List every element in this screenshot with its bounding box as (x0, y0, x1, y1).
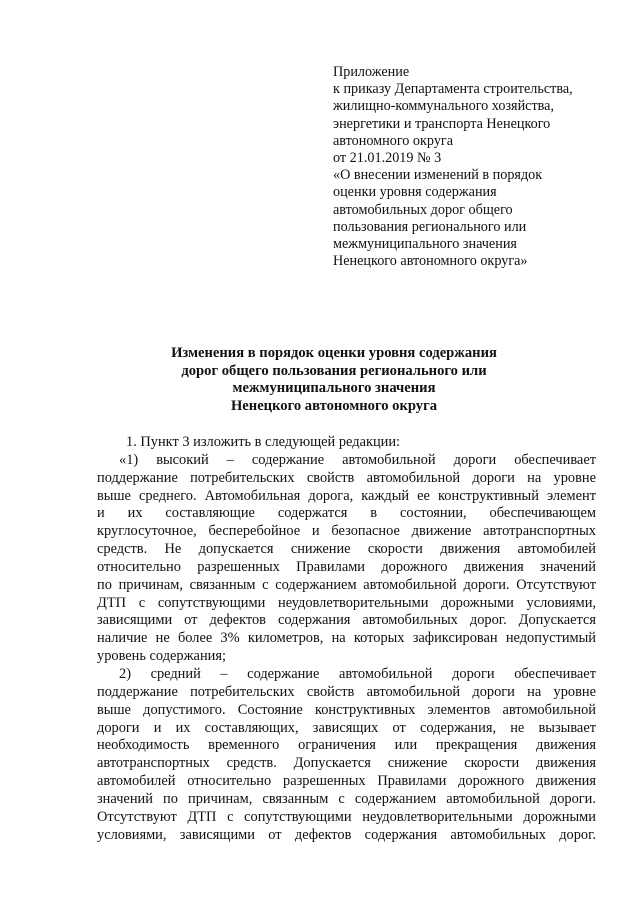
appendix-line: автомобильных дорог общего (333, 201, 513, 218)
body-line: «1) высокий – содержание автомобильной дороги обеспечивает (119, 451, 596, 468)
body-line: условиями, зависящими от дефектов содержания автомобильных дорог. (97, 826, 596, 843)
appendix-line: от 21.01.2019 № 3 (333, 150, 442, 167)
appendix-line: пользования регионального или (333, 218, 527, 235)
body-line: значений по причинам, связанным с содержанием автомобильной дороги. (97, 790, 596, 807)
body-line: автотранспортных средств. Допускается снижение скорости движения (97, 755, 596, 772)
body-line: дороги и их составляющих, зависящих от содержания, не вызывает (97, 719, 596, 736)
appendix-line: жилищно-коммунального хозяйства, (333, 98, 555, 115)
body-line: зависящими от дефектов содержания автомобильных дорог. Допускается (97, 612, 596, 629)
document-title (96, 345, 572, 415)
document-body (97, 434, 596, 844)
body-line: поддержание потребительских свойств автомобильной дороги на уровне (97, 683, 596, 700)
appendix-line: Ненецкого автономного округа» (333, 253, 528, 270)
appendix-line: оценки уровня содержания (333, 184, 497, 201)
body-line: круглосуточное, бесперебойное и безопасное движение автотранспортных (97, 523, 596, 540)
appendix-line: к приказу Департамента строительства, (333, 81, 573, 98)
appendix-line: автономного округа (333, 132, 454, 149)
appendix-line: Приложение (333, 64, 410, 80)
appendix-line: межмуниципального значения (333, 236, 517, 253)
body-line: уровень содержания; (97, 648, 226, 665)
title-line: Изменения в порядок оценки уровня содержания (171, 345, 497, 361)
body-line: и их составляющие содержатся в состоянии, обеспечивающем (97, 505, 596, 522)
appendix-line: «О внесении изменений в порядок (333, 167, 543, 184)
body-line: средств. Не допускается снижение скорости движения автомобилей (97, 541, 596, 558)
body-line: ДТП с сопутствующими неудовлетворительными дорожными условиями, (97, 594, 596, 611)
appendix-line: энергетики и транспорта Ненецкого (333, 115, 551, 132)
body-line: выше среднего. Автомобильная дорога, каждый ее конструктивный элемент (97, 487, 596, 504)
body-line: 2) средний – содержание автомобильной дороги обеспечивает (119, 665, 596, 682)
body-line: поддержание потребительских свойств автомобильной дороги на уровне (97, 469, 596, 486)
title-line: дорог общего пользования регионального или (181, 362, 487, 379)
body-line: Отсутствуют ДТП с сопутствующими неудовлетворительными дорожными (97, 808, 596, 825)
appendix-header (333, 64, 613, 270)
title-line: Ненецкого автономного округа (230, 397, 438, 414)
body-line: необходимость временного ограничения или прекращения движения (97, 737, 596, 754)
body-line: выше допустимого. Состояние конструктивных элементов автомобильной (97, 701, 596, 718)
body-line: по причинам, связанным с содержанием автомобильной дороги. Отсутствуют (97, 576, 596, 593)
title-line: межмуниципального значения (232, 380, 436, 396)
body-line: наличие не более 3% километров, на которых зафиксирован недопустимый (97, 630, 596, 647)
body-line: 1. Пункт 3 изложить в следующей редакции: (126, 434, 401, 450)
body-line: относительно разрешенных Правилами дорожного движения значений (97, 558, 596, 575)
body-line: автомобилей относительно разрешенных Правилами дорожного движения (97, 773, 596, 790)
